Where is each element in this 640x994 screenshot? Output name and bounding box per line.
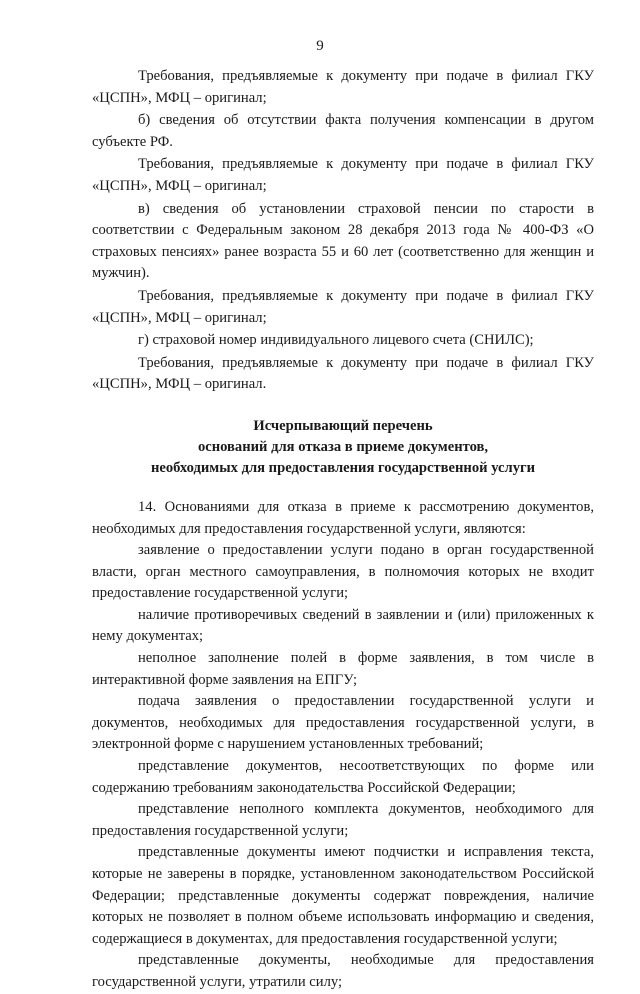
ground-corrections-damage: представленные документы имеют подчистки и исправления текста, которые не заверены в порядке, установленном законодательством Российской Федерации; представленные документы содержат повреждения, наличие которых не позволяет в полном объеме использовать информацию и сведения, содержащиеся в документах, для предоставления государственной услуги; [92, 844, 594, 947]
paragraph-item-b: б) сведения об отсутствии факта получения компенсации в другом субъекте РФ. [92, 112, 594, 150]
heading-line-1: Исчерпывающий перечень [253, 417, 433, 434]
ground-electronic-violation: подача заявления о предоставлении государственной услуги и документов, необходимых для предоставления государственной услуги, в электронной форме с нарушением установленных требований; [92, 693, 594, 753]
ground-expired-docs: представленные документы, необходимые для предоставления государственной услуги, утратили силу; [92, 952, 594, 990]
paragraph-requirements-4: Требования, предъявляемые к документу при подаче в филиал ГКУ «ЦСПН», МФЦ – оригинал. [92, 354, 594, 393]
ground-wrong-authority: заявление о предоставлении услуги подано в орган государственной власти, орган местного самоуправления, в полномочия которых не входит предоставление государственной услуги; [92, 542, 594, 602]
ground-non-compliant-docs: представление документов, несоответствующих по форме или содержанию требованиям законодательства Российской Федерации; [92, 758, 594, 796]
ground-contradictory-info: наличие противоречивых сведений в заявлении и (или) приложенных к нему документах; [92, 606, 594, 645]
section-heading [92, 416, 594, 479]
paragraph-requirements-3: Требования, предъявляемые к документу при подаче в филиал ГКУ «ЦСПН», МФЦ – оригинал; [92, 287, 594, 326]
page-number: 9 [316, 38, 324, 54]
ground-incomplete-set: представление неполного комплекта документов, необходимого для предоставления государственной услуги; [92, 801, 594, 839]
paragraph-item-v: в) сведения об установлении страховой пенсии по старости в соответствии с Федеральным законом 28 декабря 2013 года № 400-ФЗ «О страховых пенсиях» ранее возраста 55 и 60 лет (соответственно для женщин и мужчин). [92, 200, 594, 282]
paragraph-14: 14. Основаниями для отказа в приеме к рассмотрению документов, необходимых для предоставления государственной услуги, являются: [92, 498, 594, 537]
heading-line-2: оснований для отказа в приеме документов, [197, 438, 489, 455]
heading-line-3: необходимых для предоставления государственной услуги [150, 459, 536, 476]
document-body [92, 66, 594, 994]
ground-incomplete-form: неполное заполнение полей в форме заявления, в том числе в интерактивной форме заявления на ЕПГУ; [92, 650, 594, 688]
paragraph-requirements-2: Требования, предъявляемые к документу при подаче в филиал ГКУ «ЦСПН», МФЦ – оригинал; [92, 156, 594, 194]
paragraph-item-g: г) страховой номер индивидуального лицевого счета (СНИЛС); [138, 332, 534, 349]
paragraph-requirements-1: Требования, предъявляемые к документу при подаче в филиал ГКУ «ЦСПН», МФЦ – оригинал; [92, 68, 594, 106]
